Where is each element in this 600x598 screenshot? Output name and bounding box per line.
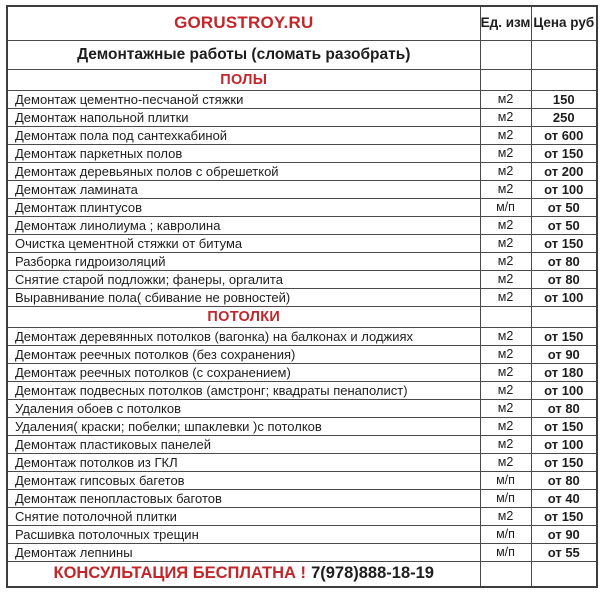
- price-row: [7, 108, 597, 126]
- price-cell: от 80: [531, 471, 597, 489]
- subtitle-row: [7, 40, 597, 69]
- price-row: [7, 489, 597, 507]
- price-cell: от 200: [531, 162, 597, 180]
- price-cell: от 150: [531, 327, 597, 345]
- unit-cell: м2: [480, 435, 531, 453]
- unit-cell: м2: [480, 252, 531, 270]
- unit-cell: м2: [480, 126, 531, 144]
- service-name-cell: Демонтаж пенопластовых баготов: [7, 489, 480, 507]
- price-row: [7, 345, 597, 363]
- price-row: [7, 543, 597, 561]
- empty-cell: [531, 69, 597, 90]
- table-header-row: [7, 6, 597, 40]
- price-row: [7, 252, 597, 270]
- price-cell: от 55: [531, 543, 597, 561]
- service-name-cell: Демонтаж потолков из ГКЛ: [7, 453, 480, 471]
- consultation-text: КОНСУЛЬТАЦИЯ БЕСПЛАТНА !: [53, 564, 307, 583]
- price-row: [7, 144, 597, 162]
- price-row: [7, 363, 597, 381]
- unit-cell: м2: [480, 363, 531, 381]
- unit-cell: м/п: [480, 489, 531, 507]
- service-name-cell: Выравнивание пола( сбивание не ровностей): [7, 288, 480, 306]
- unit-cell: м2: [480, 216, 531, 234]
- unit-cell: м2: [480, 270, 531, 288]
- price-cell: от 100: [531, 435, 597, 453]
- service-name-cell: Демонтаж лепнины: [7, 543, 480, 561]
- empty-cell: [480, 40, 531, 69]
- price-row: [7, 234, 597, 252]
- price-row: [7, 417, 597, 435]
- unit-cell: м2: [480, 399, 531, 417]
- price-cell: от 50: [531, 216, 597, 234]
- unit-cell: м2: [480, 90, 531, 108]
- price-cell: от 80: [531, 399, 597, 417]
- price-row: [7, 288, 597, 306]
- price-row: [7, 453, 597, 471]
- price-cell: от 100: [531, 180, 597, 198]
- service-name-cell: Демонтаж цементно-песчаной стяжки: [7, 90, 480, 108]
- section-header-row-потолки: [7, 306, 597, 327]
- site-title: GORUSTROY.RU: [7, 6, 480, 40]
- price-row: [7, 198, 597, 216]
- price-row: [7, 180, 597, 198]
- price-cell: от 150: [531, 234, 597, 252]
- phone-number: 7(978)888-18-19: [311, 564, 434, 583]
- price-row: [7, 270, 597, 288]
- unit-cell: м2: [480, 327, 531, 345]
- price-cell: от 150: [531, 507, 597, 525]
- empty-cell: [480, 306, 531, 327]
- empty-cell: [531, 561, 597, 587]
- price-table-body: [7, 6, 597, 587]
- price-row: [7, 435, 597, 453]
- price-cell: 250: [531, 108, 597, 126]
- service-name-cell: Демонтаж реечных потолков (без сохранения): [7, 345, 480, 363]
- price-cell: от 40: [531, 489, 597, 507]
- price-cell: от 90: [531, 525, 597, 543]
- service-name-cell: Демонтаж деревьяных полов с обрешеткой: [7, 162, 480, 180]
- price-cell: от 150: [531, 417, 597, 435]
- unit-cell: м2: [480, 108, 531, 126]
- unit-cell: м2: [480, 417, 531, 435]
- service-name-cell: Демонтаж плинтусов: [7, 198, 480, 216]
- price-cell: от 80: [531, 270, 597, 288]
- price-row: [7, 507, 597, 525]
- section-title: ПОТОЛКИ: [7, 306, 480, 327]
- unit-cell: м2: [480, 381, 531, 399]
- price-row: [7, 525, 597, 543]
- price-row: [7, 162, 597, 180]
- service-name-cell: Демонтаж гипсовых багетов: [7, 471, 480, 489]
- service-name-cell: Демонтаж напольной плитки: [7, 108, 480, 126]
- price-column-header: Цена руб: [531, 6, 597, 40]
- price-row: [7, 90, 597, 108]
- price-row: [7, 216, 597, 234]
- service-name-cell: Демонтаж пола под сантехкабиной: [7, 126, 480, 144]
- unit-cell: м2: [480, 180, 531, 198]
- price-cell: от 100: [531, 381, 597, 399]
- section-header-row-полы: [7, 69, 597, 90]
- service-name-cell: Демонтаж пластиковых панелей: [7, 435, 480, 453]
- unit-cell: м2: [480, 453, 531, 471]
- unit-cell: м2: [480, 234, 531, 252]
- price-row: [7, 471, 597, 489]
- service-name-cell: Демонтаж реечных потолков (с сохранением): [7, 363, 480, 381]
- empty-cell: [480, 69, 531, 90]
- price-cell: 150: [531, 90, 597, 108]
- service-name-cell: Снятие старой подложки; фанеры, оргалита: [7, 270, 480, 288]
- unit-cell: м2: [480, 162, 531, 180]
- price-cell: от 100: [531, 288, 597, 306]
- section-title: ПОЛЫ: [7, 69, 480, 90]
- footer-cell: [7, 561, 480, 587]
- unit-cell: м/п: [480, 543, 531, 561]
- service-name-cell: Очистка цементной стяжки от битума: [7, 234, 480, 252]
- service-name-cell: Демонтаж паркетных полов: [7, 144, 480, 162]
- unit-cell: м/п: [480, 471, 531, 489]
- price-cell: от 180: [531, 363, 597, 381]
- service-name-cell: Удаления обоев с потолков: [7, 399, 480, 417]
- empty-cell: [531, 40, 597, 69]
- price-row: [7, 126, 597, 144]
- unit-cell: м2: [480, 144, 531, 162]
- service-name-cell: Удаления( краски; побелки; шпаклевки )с потолков: [7, 417, 480, 435]
- footer-row: [7, 561, 597, 587]
- unit-column-header: Ед. изм: [480, 6, 531, 40]
- unit-cell: м2: [480, 507, 531, 525]
- service-name-cell: Демонтаж деревянных потолков (вагонка) на балконах и лоджиях: [7, 327, 480, 345]
- empty-cell: [531, 306, 597, 327]
- service-name-cell: Расшивка потолочных трещин: [7, 525, 480, 543]
- unit-cell: м2: [480, 345, 531, 363]
- unit-cell: м2: [480, 288, 531, 306]
- price-cell: от 150: [531, 144, 597, 162]
- price-row: [7, 381, 597, 399]
- price-table: [6, 5, 598, 588]
- price-cell: от 90: [531, 345, 597, 363]
- service-name-cell: Демонтаж линолиума ; кавролина: [7, 216, 480, 234]
- price-cell: от 50: [531, 198, 597, 216]
- service-name-cell: Демонтаж ламината: [7, 180, 480, 198]
- price-cell: от 150: [531, 453, 597, 471]
- service-name-cell: Разборка гидроизоляций: [7, 252, 480, 270]
- unit-cell: м/п: [480, 525, 531, 543]
- service-name-cell: Снятие потолочной плитки: [7, 507, 480, 525]
- price-row: [7, 327, 597, 345]
- price-cell: от 80: [531, 252, 597, 270]
- empty-cell: [480, 561, 531, 587]
- unit-cell: м/п: [480, 198, 531, 216]
- page-title: Демонтажные работы (сломать разобрать): [7, 40, 480, 69]
- service-name-cell: Демонтаж подвесных потолков (амстронг; квадраты пенаполист): [7, 381, 480, 399]
- price-cell: от 600: [531, 126, 597, 144]
- price-row: [7, 399, 597, 417]
